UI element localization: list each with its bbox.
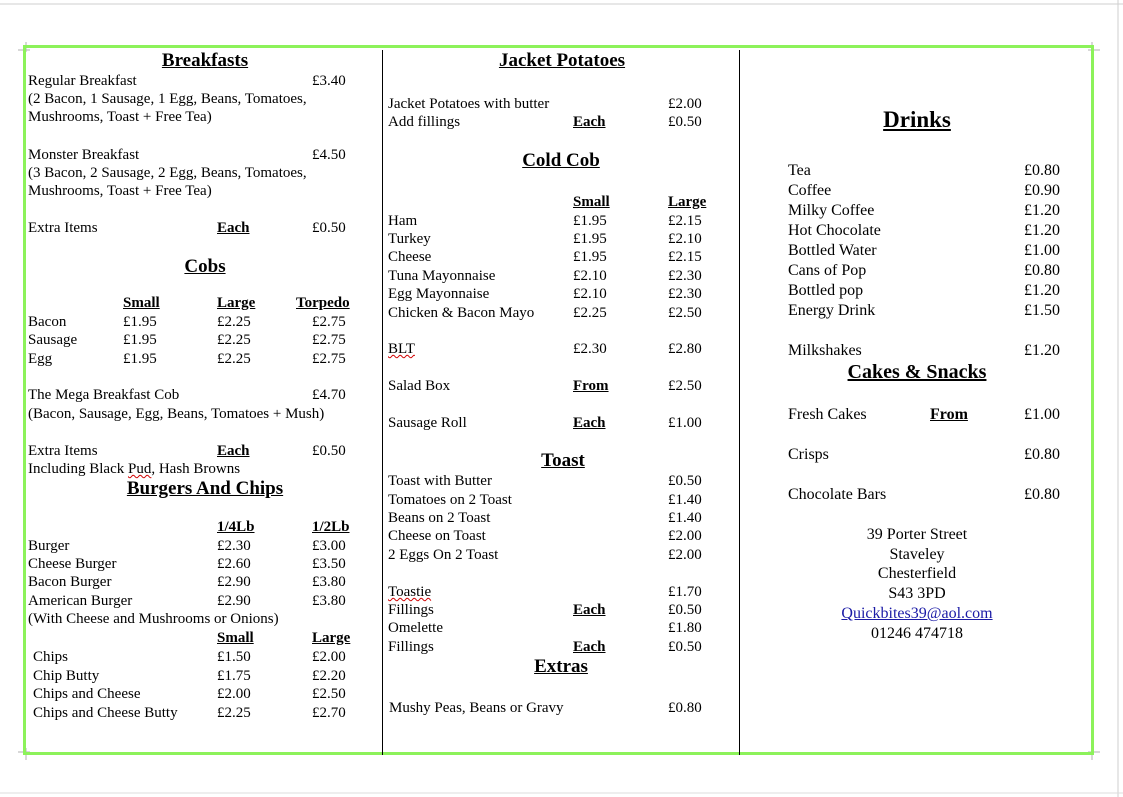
extras-item-name: Mushy Peas, Beans or Gravy <box>389 700 564 716</box>
chips-price-small: £2.00 <box>217 686 251 702</box>
omelette-fillings-name: Fillings <box>388 639 434 655</box>
breakfasts-title: Breakfasts <box>161 50 249 71</box>
regular-breakfast-name: Regular Breakfast <box>28 73 137 89</box>
toastie-fillings-price: £0.50 <box>668 602 702 618</box>
note-text-end: , Hash Browns <box>151 461 241 477</box>
drink-price: £1.20 <box>1024 282 1060 299</box>
toast-item-name: Tomatoes on 2 Toast <box>388 492 512 508</box>
drink-name: Bottled pop <box>788 282 864 299</box>
burger-price-half: £3.00 <box>312 538 346 554</box>
cold-cob-name: Ham <box>388 213 418 229</box>
chips-header-large: Large <box>312 630 351 646</box>
cob-price-torpedo: £2.75 <box>312 332 346 348</box>
cob-name: Bacon <box>28 314 67 330</box>
column-divider-left <box>382 50 383 755</box>
address-street: 39 Porter Street <box>866 526 968 543</box>
extras-item-price: £0.80 <box>668 700 702 716</box>
regular-breakfast-desc-2: Mushrooms, Toast + Free Tea) <box>28 109 212 125</box>
drink-name: Energy Drink <box>788 302 876 319</box>
chocolate-bars-name: Chocolate Bars <box>788 486 887 503</box>
monster-breakfast-desc: (3 Bacon, 2 Sausage, 2 Egg, Beans, Tomatoes, <box>28 165 307 181</box>
monster-breakfast-name: Monster Breakfast <box>28 147 140 163</box>
cold-cob-header-small: Small <box>573 194 610 210</box>
cob-price-small: £1.95 <box>123 332 157 348</box>
toast-item-price: £1.40 <box>668 492 702 508</box>
sausage-roll-name: Sausage Roll <box>388 415 467 431</box>
cold-cob-price-large: £2.15 <box>668 213 702 229</box>
chips-price-small: £1.50 <box>217 649 251 665</box>
toast-item-name: Toast with Butter <box>388 473 492 489</box>
sausage-roll-price: £1.00 <box>668 415 702 431</box>
crisps-name: Crisps <box>788 446 829 463</box>
extras-title: Extras <box>534 656 588 677</box>
monster-breakfast-price: £4.50 <box>312 147 346 163</box>
mega-cob-name: The Mega Breakfast Cob <box>28 387 180 403</box>
drink-name: Milky Coffee <box>788 202 875 219</box>
cold-cob-price-small: £1.95 <box>573 249 607 265</box>
cob-price-small: £1.95 <box>123 314 157 330</box>
chips-price-small: £1.75 <box>217 668 251 684</box>
note-text-spellcheck: Pud <box>127 461 152 477</box>
drink-price: £1.20 <box>1024 202 1060 219</box>
cob-price-large: £2.25 <box>217 332 251 348</box>
jacket-item-each: Each <box>573 114 606 130</box>
blt-name: BLT <box>388 341 415 357</box>
omelette-price: £1.80 <box>668 620 702 636</box>
cobs-header-torpedo: Torpedo <box>296 295 350 311</box>
jacket-item-price: £0.50 <box>668 114 702 130</box>
chips-header-small: Small <box>217 630 254 646</box>
toast-item-price: £1.40 <box>668 510 702 526</box>
cold-cob-price-large: £2.50 <box>668 305 702 321</box>
salad-box-price: £2.50 <box>668 378 702 394</box>
jacket-title: Jacket Potatoes <box>498 50 626 71</box>
burgers-title: Burgers And Chips <box>126 478 284 499</box>
cob-extra-each: Each <box>217 443 250 459</box>
breakfast-extra-price: £0.50 <box>312 220 346 236</box>
cold-cob-title: Cold Cob <box>522 150 600 171</box>
cob-price-torpedo: £2.75 <box>312 314 346 330</box>
cob-name: Egg <box>28 351 53 367</box>
cob-extra-price: £0.50 <box>312 443 346 459</box>
cobs-title: Cobs <box>184 256 226 277</box>
chips-price-large: £2.70 <box>312 705 346 721</box>
regular-breakfast-desc: (2 Bacon, 1 Sausage, 1 Egg, Beans, Tomatoes, <box>28 91 307 107</box>
drink-price: £1.20 <box>1024 222 1060 239</box>
drink-price: £0.80 <box>1024 162 1060 179</box>
cold-cob-header-large: Large <box>668 194 707 210</box>
cakes-title: Cakes & Snacks <box>847 361 987 383</box>
fresh-cakes-price: £1.00 <box>1024 406 1060 423</box>
toast-item-price: £2.00 <box>668 528 702 544</box>
jacket-item-name: Add fillings <box>388 114 461 130</box>
toastie-price: £1.70 <box>668 584 702 600</box>
burgers-header-half: 1/2Lb <box>312 519 350 535</box>
cob-name: Sausage <box>28 332 78 348</box>
burger-name: Cheese Burger <box>28 556 117 572</box>
burger-price-quarter: £2.30 <box>217 538 251 554</box>
column-divider-right <box>739 50 740 755</box>
drink-price: £0.80 <box>1024 262 1060 279</box>
cobs-header-large: Large <box>217 295 256 311</box>
toastie-name: Toastie <box>388 584 432 600</box>
sausage-roll-each: Each <box>573 415 606 431</box>
toastie-fillings-name: Fillings <box>388 602 434 618</box>
mega-cob-desc: (Bacon, Sausage, Egg, Beans, Tomatoes + Mush) <box>28 406 325 422</box>
burger-note: (With Cheese and Mushrooms or Onions) <box>28 611 279 627</box>
breakfast-extra-each: Each <box>217 220 250 236</box>
burger-price-half: £3.80 <box>312 574 346 590</box>
cold-cob-name: Egg Mayonnaise <box>388 286 490 302</box>
cob-extra-items: Extra Items <box>28 443 98 459</box>
toast-item-price: £2.00 <box>668 547 702 563</box>
fresh-cakes-from: From <box>930 406 968 423</box>
blt-price-large: £2.80 <box>668 341 702 357</box>
note-text: Including Black <box>28 461 128 477</box>
address-city: Chesterfield <box>877 565 957 582</box>
drink-name: Hot Chocolate <box>788 222 881 239</box>
burger-price-half: £3.80 <box>312 593 346 609</box>
omelette-name: Omelette <box>388 620 443 636</box>
burger-price-quarter: £2.60 <box>217 556 251 572</box>
drinks-title: Drinks <box>883 107 951 132</box>
burgers-header-quarter: 1/4Lb <box>217 519 255 535</box>
drink-name: Cans of Pop <box>788 262 867 279</box>
toastie-fillings-each: Each <box>573 602 606 618</box>
drink-price: £0.90 <box>1024 182 1060 199</box>
fresh-cakes-name: Fresh Cakes <box>788 406 867 423</box>
chocolate-bars-price: £0.80 <box>1024 486 1060 503</box>
chips-name: Chips and Cheese <box>33 686 141 702</box>
milkshakes-price: £1.20 <box>1024 342 1060 359</box>
toast-item-price: £0.50 <box>668 473 702 489</box>
burger-name: Bacon Burger <box>28 574 112 590</box>
salad-box-from: From <box>573 378 609 394</box>
chips-name: Chips and Cheese Butty <box>33 705 178 721</box>
address-postcode: S43 3PD <box>888 585 946 602</box>
cob-extra-note <box>28 460 240 478</box>
omelette-fillings-price: £0.50 <box>668 639 702 655</box>
cold-cob-price-large: £2.30 <box>668 268 702 284</box>
toast-title: Toast <box>541 450 585 471</box>
cold-cob-price-small: £2.25 <box>573 305 607 321</box>
cold-cob-price-small: £2.10 <box>573 286 607 302</box>
drink-name: Coffee <box>788 182 832 199</box>
cold-cob-price-small: £2.10 <box>573 268 607 284</box>
cob-price-large: £2.25 <box>217 314 251 330</box>
cold-cob-name: Cheese <box>388 249 432 265</box>
cold-cob-price-large: £2.10 <box>668 231 702 247</box>
burger-name: Burger <box>28 538 70 554</box>
cobs-header-small: Small <box>123 295 160 311</box>
cold-cob-name: Chicken & Bacon Mayo <box>388 305 535 321</box>
mega-cob-price: £4.70 <box>312 387 346 403</box>
chips-price-large: £2.50 <box>312 686 346 702</box>
toast-item-name: 2 Eggs On 2 Toast <box>388 547 499 563</box>
chips-price-large: £2.20 <box>312 668 346 684</box>
jacket-item-price: £2.00 <box>668 96 702 112</box>
chips-name: Chips <box>33 649 69 665</box>
omelette-fillings-each: Each <box>573 639 606 655</box>
monster-breakfast-desc-2: Mushrooms, Toast + Free Tea) <box>28 183 212 199</box>
regular-breakfast-price: £3.40 <box>312 73 346 89</box>
burger-price-quarter: £2.90 <box>217 593 251 609</box>
chips-price-large: £2.00 <box>312 649 346 665</box>
drink-price: £1.00 <box>1024 242 1060 259</box>
breakfast-extra-items: Extra Items <box>28 220 98 236</box>
burger-name: American Burger <box>28 593 133 609</box>
phone-number: 01246 474718 <box>871 625 963 642</box>
cold-cob-price-small: £1.95 <box>573 213 607 229</box>
drink-name: Bottled Water <box>788 242 877 259</box>
drink-price: £1.50 <box>1024 302 1060 319</box>
salad-box-name: Salad Box <box>388 378 451 394</box>
cold-cob-price-large: £2.15 <box>668 249 702 265</box>
burger-price-half: £3.50 <box>312 556 346 572</box>
jacket-item-name: Jacket Potatoes with butter <box>388 96 550 112</box>
address-town: Staveley <box>889 546 945 563</box>
chips-price-small: £2.25 <box>217 705 251 721</box>
toast-item-name: Beans on 2 Toast <box>388 510 491 526</box>
blt-price-small: £2.30 <box>573 341 607 357</box>
cold-cob-name: Turkey <box>388 231 431 247</box>
cob-price-large: £2.25 <box>217 351 251 367</box>
chips-name: Chip Butty <box>33 668 100 684</box>
cob-price-small: £1.95 <box>123 351 157 367</box>
drink-name: Tea <box>788 162 811 179</box>
email-link[interactable]: Quickbites39@aol.com <box>841 605 993 622</box>
cold-cob-price-small: £1.95 <box>573 231 607 247</box>
milkshakes-name: Milkshakes <box>788 342 862 359</box>
toast-item-name: Cheese on Toast <box>388 528 486 544</box>
crisps-price: £0.80 <box>1024 446 1060 463</box>
burger-price-quarter: £2.90 <box>217 574 251 590</box>
cold-cob-price-large: £2.30 <box>668 286 702 302</box>
cob-price-torpedo: £2.75 <box>312 351 346 367</box>
cold-cob-name: Tuna Mayonnaise <box>388 268 496 284</box>
